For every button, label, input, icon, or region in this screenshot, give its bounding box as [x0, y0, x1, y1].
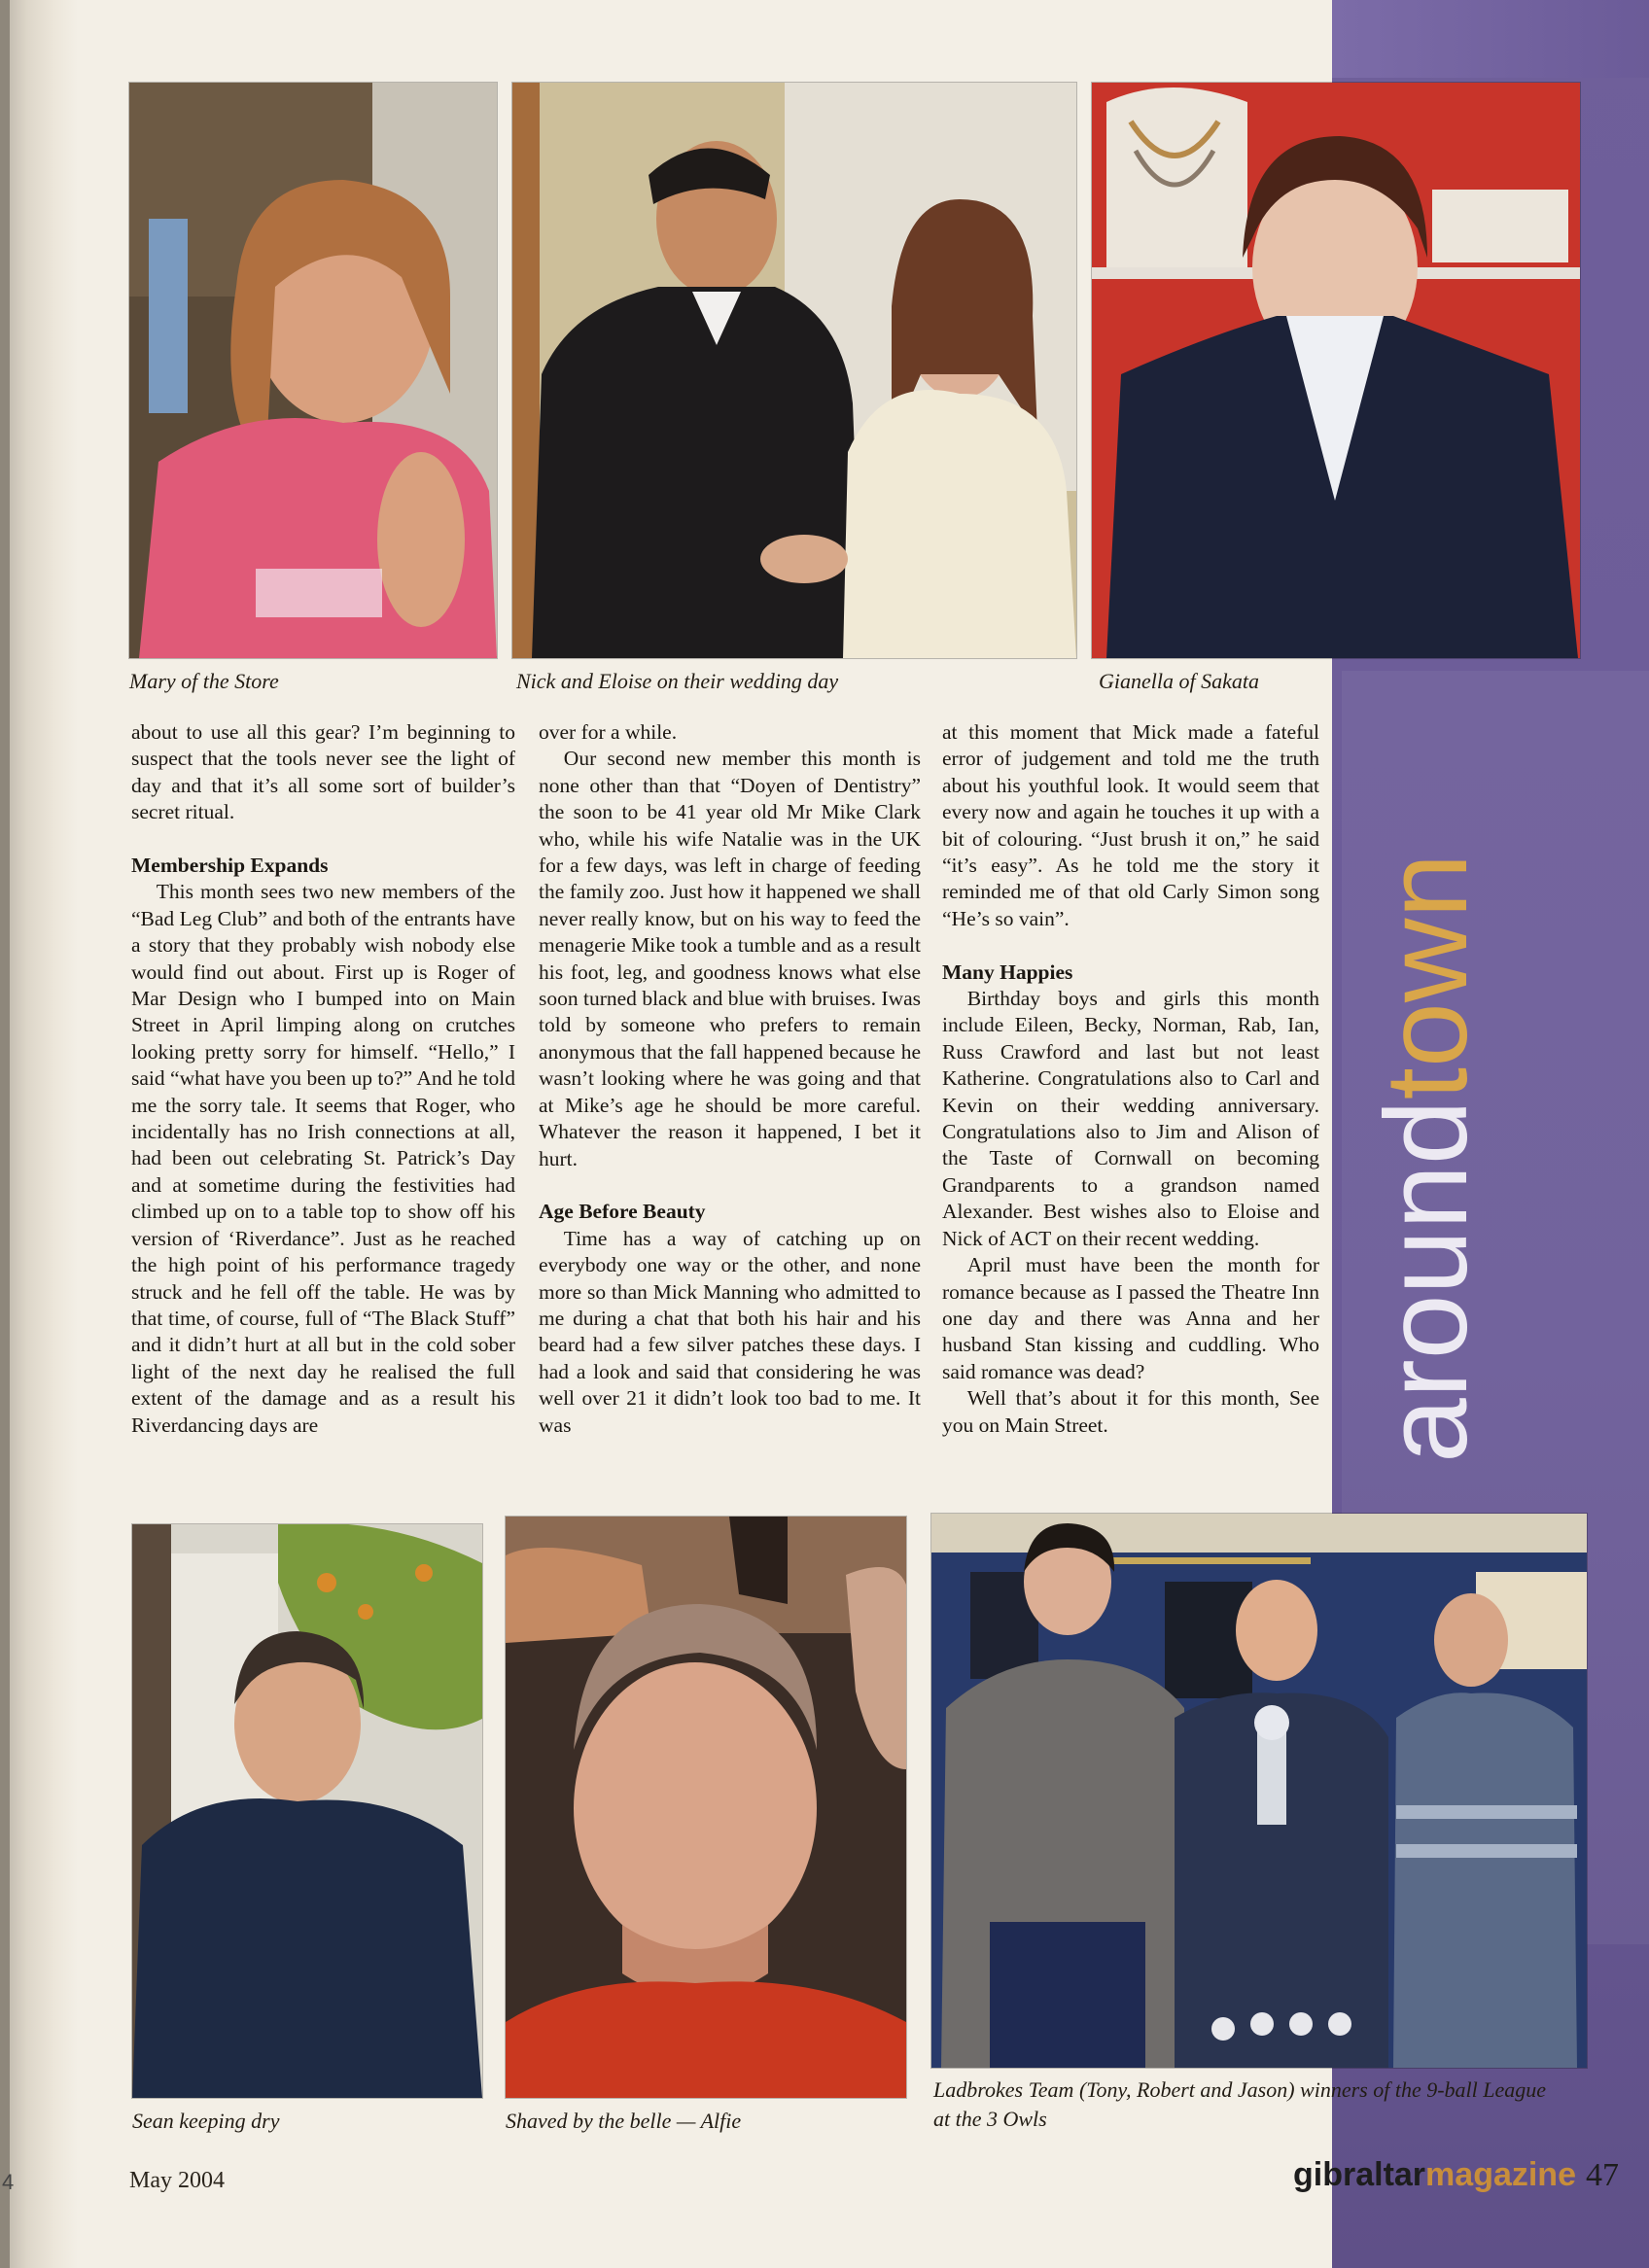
article-column-2	[539, 719, 921, 1439]
page-gutter	[0, 0, 78, 2268]
paragraph: Well that’s about it for this month, See you on Main Street.	[942, 1386, 1319, 1437]
caption-ladbrokes-line-2: at the 3 Owls	[933, 2107, 1047, 2131]
photo-mary	[129, 83, 497, 658]
paragraph: April must have been the month for romance because as I passed the Theatre Inn one day and there was Anna and her husband Stan kissing and cuddling. Who said romance was dead?	[942, 1253, 1319, 1383]
paragraph: over for a while.	[539, 720, 678, 744]
paragraph: This month sees two new members of the “Bad Leg Club” and both of the entrants have a story that they probably wish nobody else would find out about. First up is Roger of Mar Design who I bumped into on Main Street in April limping along on crutches looking pretty sorry for himself. “Hello,” I said “what have you been up to?” And he told me the sorry tale. It seems that Roger, who incidentally has no Irish connections at all, had been out celebrating St. Patrick’s Day and at sometime during the festivities had climbed up on to a table top to show off his version of ‘Riverdance”. Just as he reached the high point of his performance tragedy struck and he fell off the table. He was by that time, of course, full of “The Black Stuff” and it didn’t hurt at all but in the cold sober light of the next day he realised the full extent of the damage and as a result his Riverdancing days are	[131, 880, 515, 1437]
article-column-1	[131, 719, 515, 1439]
photo-sean	[132, 1524, 482, 2098]
heading-many-happies: Many Happies	[942, 960, 1073, 984]
section-label	[1320, 724, 1525, 1473]
caption-alfie: Shaved by the belle — Alfie	[506, 2109, 742, 2133]
section-label-town: town	[1361, 853, 1491, 1100]
paragraph: at this moment that Mick made a fateful error of judgement and told me the truth about his youthful look. It would seem that every now and again he touches it up with a bit of colouring. “Just brush it on,” he said “it’s easy”. As he told me the story it reminded me of that old Carly Simon song “He’s so vain”.	[942, 720, 1319, 930]
previous-page-number: 4	[2, 2170, 15, 2194]
paragraph: about to use all this gear? I’m beginning to suspect that the tools never see the light of day and that it’s all some sort of builder’s secret ritual.	[131, 720, 515, 824]
photo-gianella	[1092, 83, 1580, 658]
photo-ladbrokes-team	[931, 1514, 1587, 2068]
paragraph: Our second new member this month is none other than that “Doyen of Dentistry” the soon to be 41 year old Mr Mike Clark who, while his wife Natalie was in the UK for a few days, was left in charge of feeding the family zoo. Just how it happened we shall never really know, but on his way to feed the menagerie Mike took a tumble and as a result his foot, leg, and goodness knows what else soon turned black and blue with bruises. Iwas told by someone who prefers to remain anonymous that the fall happened because he wasn’t looking where he was going and that at Mike’s age he should be more careful. Whatever the reason it happened, I bet it hurt.	[539, 747, 921, 1170]
binding-fold	[0, 0, 10, 2268]
caption-ladbrokes-line-1: Ladbrokes Team (Tony, Robert and Jason) winners of the 9-ball League	[933, 2077, 1547, 2102]
caption-nick-eloise: Nick and Eloise on their wedding day	[516, 669, 839, 693]
masthead-gibraltar: gibraltar	[1293, 2156, 1426, 2193]
heading-age-before-beauty: Age Before Beauty	[539, 1200, 706, 1224]
svg-text:aroundtown	[1361, 854, 1491, 1463]
caption-sean: Sean keeping dry	[132, 2109, 280, 2133]
footer-date: May 2004	[129, 2168, 225, 2193]
paragraph: Birthday boys and girls this month include Eileen, Becky, Norman, Rab, Ian, Russ Crawford and last but not least Katherine. Congratulations also to Carl and Kevin on their wedding anniversary. Congratulations also to Jim and Alison of the Taste of Cornwall on becoming Grandparents to a grandson named Alexander. Best wishes also to Eloise and Nick of ACT on their recent wedding.	[942, 987, 1319, 1250]
section-band-top	[1332, 0, 1649, 78]
article-column-3	[942, 719, 1319, 1439]
caption-mary: Mary of the Store	[129, 669, 279, 693]
paragraph: Time has a way of catching up on everybody one way or the other, and none more so than Mick Manning who admitted to me during a chat that both his hair and his beard had a few silver patches these days. I had a look and said that considering he was well over 21 it didn’t look too bad to me. It was	[539, 1226, 921, 1437]
masthead-magazine: magazine	[1425, 2156, 1576, 2193]
footer-masthead	[1293, 2156, 1619, 2194]
photo-alfie	[506, 1517, 906, 2098]
section-label-around: around	[1361, 1099, 1491, 1463]
caption-gianella: Gianella of Sakata	[1099, 669, 1259, 693]
photo-nick-eloise	[512, 83, 1076, 658]
page-number: 47	[1586, 2157, 1619, 2193]
heading-membership-expands: Membership Expands	[131, 854, 329, 878]
